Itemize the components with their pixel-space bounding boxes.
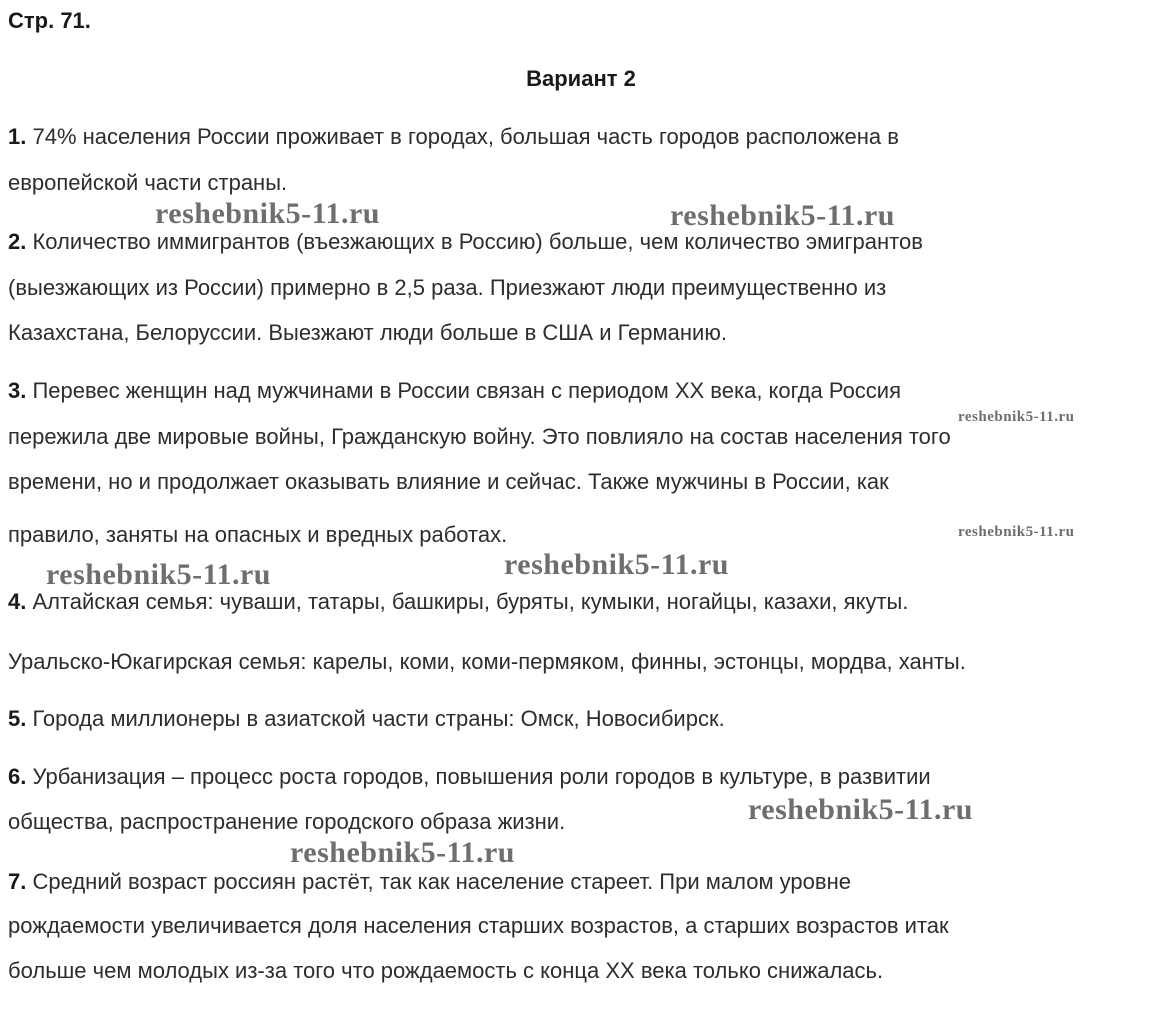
answer-text: Города миллионеры в азиатской части страны: Омск, Новосибирск. — [26, 706, 725, 731]
answer-7-line-3 — [8, 958, 883, 984]
answer-2-line-2 — [8, 275, 886, 301]
answer-3-line-2 — [8, 424, 951, 450]
answer-number: 3. — [8, 378, 27, 403]
answer-1-line-1 — [8, 124, 899, 150]
answer-text: Казахстана, Белоруссии. Выезжают люди больше в США и Германию. — [8, 320, 727, 345]
answer-number: 7. — [8, 869, 27, 894]
variant-title: Вариант 2 — [526, 66, 636, 91]
page-label: Стр. 71. — [8, 8, 91, 33]
answer-number: 4. — [8, 589, 27, 614]
answer-text: общества, распространение городского образа жизни. — [8, 809, 566, 834]
answer-3-line-4 — [8, 522, 507, 548]
watermark: reshebnik5-11.ru — [748, 793, 973, 826]
watermark: reshebnik5-11.ru — [958, 524, 1075, 540]
answer-6-line-1 — [8, 764, 931, 790]
answer-5-line-1 — [8, 706, 725, 732]
watermark: reshebnik5-11.ru — [670, 199, 895, 232]
answer-number: 6. — [8, 764, 27, 789]
answer-text: Средний возраст россиян растёт, так как население стареет. При малом уровне — [26, 869, 851, 894]
answer-text: рождаемости увеличивается доля населения старших возрастов, а старших возрастов итак — [8, 913, 949, 938]
answer-4-line-2 — [8, 649, 966, 675]
answer-text: Урбанизация – процесс роста городов, повышения роли городов в культуре, в развитии — [26, 764, 931, 789]
answer-text: Количество иммигрантов (въезжающих в Россию) больше, чем количество эмигрантов — [26, 229, 923, 254]
answer-text: Уральско-Юкагирская семья: карелы, коми, коми-пермяком, финны, эстонцы, мордва, ханты. — [8, 649, 966, 674]
answer-6-line-2 — [8, 809, 565, 835]
answer-number: 5. — [8, 706, 27, 731]
answer-text: больше чем молодых из-за того что рождаемость с конца XX века только снижалась. — [8, 958, 884, 983]
answer-1-line-2 — [8, 170, 287, 196]
answer-text: европейской части страны. — [8, 170, 288, 195]
answer-text: Алтайская семья: чуваши, татары, башкиры, буряты, кумыки, ногайцы, казахи, якуты. — [26, 589, 909, 614]
answer-text: времени, но и продолжает оказывать влияние и сейчас. Также мужчины в России, как — [8, 469, 889, 494]
watermark: reshebnik5-11.ru — [958, 409, 1075, 425]
watermark: reshebnik5-11.ru — [46, 558, 271, 591]
watermark: reshebnik5-11.ru — [504, 548, 729, 581]
answer-3-line-1 — [8, 378, 901, 404]
answer-text: правило, заняты на опасных и вредных работах. — [8, 522, 508, 547]
answer-text: 74% населения России проживает в городах, большая часть городов расположена в — [26, 124, 899, 149]
watermark: reshebnik5-11.ru — [155, 197, 380, 230]
answer-7-line-1 — [8, 869, 851, 895]
answer-number: 1. — [8, 124, 27, 149]
answer-text: Перевес женщин над мужчинами в России связан с периодом XX века, когда Россия — [26, 378, 902, 403]
answer-text: (выезжающих из России) примерно в 2,5 раза. Приезжают люди преимущественно из — [8, 275, 887, 300]
answer-2-line-3 — [8, 320, 727, 346]
watermark: reshebnik5-11.ru — [290, 836, 515, 869]
answer-text: пережила две мировые войны, Гражданскую войну. Это повлияло на состав населения того — [8, 424, 951, 449]
answer-3-line-3 — [8, 469, 889, 495]
answer-number: 2. — [8, 229, 27, 254]
answer-7-line-2 — [8, 913, 949, 939]
answer-4-line-1 — [8, 589, 908, 615]
